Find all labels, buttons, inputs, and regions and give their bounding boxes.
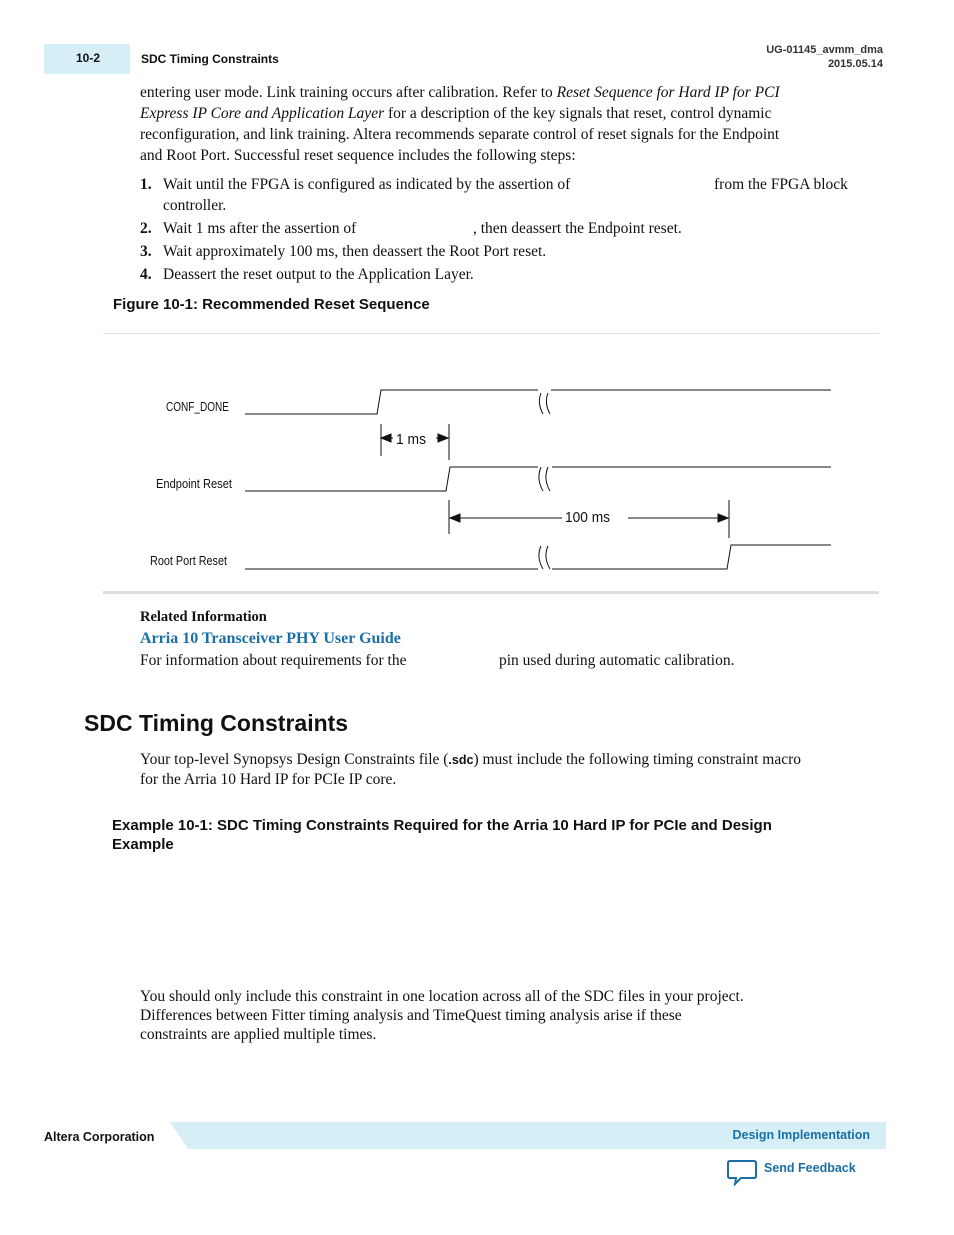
- sdc-extension: .sdc: [448, 753, 474, 767]
- intro-ref-italic-2: Express IP Core and Application Layer: [140, 105, 385, 122]
- doc-id: UG-01145_avmm_dma: [766, 44, 883, 56]
- example-caption: [112, 816, 812, 854]
- doc-date: 2015.05.14: [827, 58, 883, 70]
- intro-text-3: reconfiguration, and link training. Altera recommends separate control of reset signals for the Endpoint: [140, 126, 780, 143]
- related-info-heading: Related Information: [140, 609, 267, 625]
- step-text: Wait until the FPGA is configured as indicated by the assertion of: [163, 176, 571, 193]
- related-desc-text-cont: pin used during automatic calibration.: [499, 652, 735, 669]
- waveform-endpoint-reset: [245, 467, 831, 491]
- step-number: 2.: [140, 220, 152, 237]
- signal-label-root-port-reset: Root Port Reset: [150, 553, 228, 568]
- intro-text-2: for a description of the key signals that reset, control dynamic: [384, 105, 772, 122]
- section-body-text-cont: ) must include the following timing constraint macro: [473, 751, 802, 768]
- section-body: [140, 750, 880, 790]
- footer-section-link[interactable]: Design Implementation: [732, 1128, 870, 1142]
- waveform-root-port-reset: [245, 545, 831, 569]
- section-heading: SDC Timing Constraints: [84, 710, 349, 736]
- section-body-line2: for the Arria 10 Hard IP for PCIe IP core.: [140, 771, 397, 788]
- feedback-icon[interactable]: [727, 1158, 757, 1186]
- intro-text: entering user mode. Link training occurs after calibration. Refer to: [140, 84, 557, 101]
- timing-diagram: [0, 0, 954, 600]
- step-number: 3.: [140, 243, 152, 260]
- waveform-conf-done: [245, 390, 831, 414]
- related-info-link[interactable]: Arria 10 Transceiver PHY User Guide: [140, 630, 401, 647]
- example-caption-line1: Example 10-1: SDC Timing Constraints Required for the Arria 10 Hard IP for PCIe and Design: [112, 817, 772, 834]
- interval-label-100ms: 100 ms: [565, 509, 610, 526]
- closing-line2: Differences between Fitter timing analysis and TimeQuest timing analysis arise if these: [140, 1007, 682, 1024]
- signal-label-conf-done: CONF_DONE: [166, 399, 230, 414]
- footer-corporation: Altera Corporation: [44, 1130, 155, 1144]
- step-text-cont: , then deassert the Endpoint reset.: [473, 220, 682, 237]
- step-text-line2: controller.: [163, 197, 227, 214]
- closing-paragraph: [140, 987, 840, 1044]
- example-caption-line2: Example: [112, 836, 174, 853]
- interval-label-1ms: 1 ms: [396, 431, 426, 448]
- step-number: 4.: [140, 266, 152, 283]
- figure-bottom-rule: [103, 591, 879, 594]
- step-text: Wait approximately 100 ms, then deassert the Root Port reset.: [163, 243, 547, 260]
- send-feedback-link[interactable]: Send Feedback: [764, 1161, 856, 1175]
- step-text-cont: from the FPGA block: [714, 176, 848, 193]
- page-number: 10-2: [75, 51, 101, 65]
- header-section-title: SDC Timing Constraints: [141, 52, 279, 66]
- signal-label-endpoint-reset: Endpoint Reset: [156, 476, 233, 491]
- intro-text-4: and Root Port. Successful reset sequence includes the following steps:: [140, 147, 576, 164]
- related-info-desc: [140, 652, 880, 673]
- figure-caption: Figure 10-1: Recommended Reset Sequence: [113, 296, 430, 313]
- closing-line3: constraints are applied multiple times.: [140, 1026, 377, 1043]
- section-body-text: Your top-level Synopsys Design Constraints file (: [140, 751, 449, 768]
- step-text: Deassert the reset output to the Application Layer.: [163, 266, 474, 283]
- intro-ref-italic: Reset Sequence for Hard IP for PCI: [556, 84, 780, 101]
- step-number: 1.: [140, 176, 152, 193]
- related-desc-text: For information about requirements for the: [140, 652, 407, 669]
- step-text: Wait 1 ms after the assertion of: [163, 220, 357, 237]
- closing-line1: You should only include this constraint in one location across all of the SDC files in your project.: [140, 988, 744, 1005]
